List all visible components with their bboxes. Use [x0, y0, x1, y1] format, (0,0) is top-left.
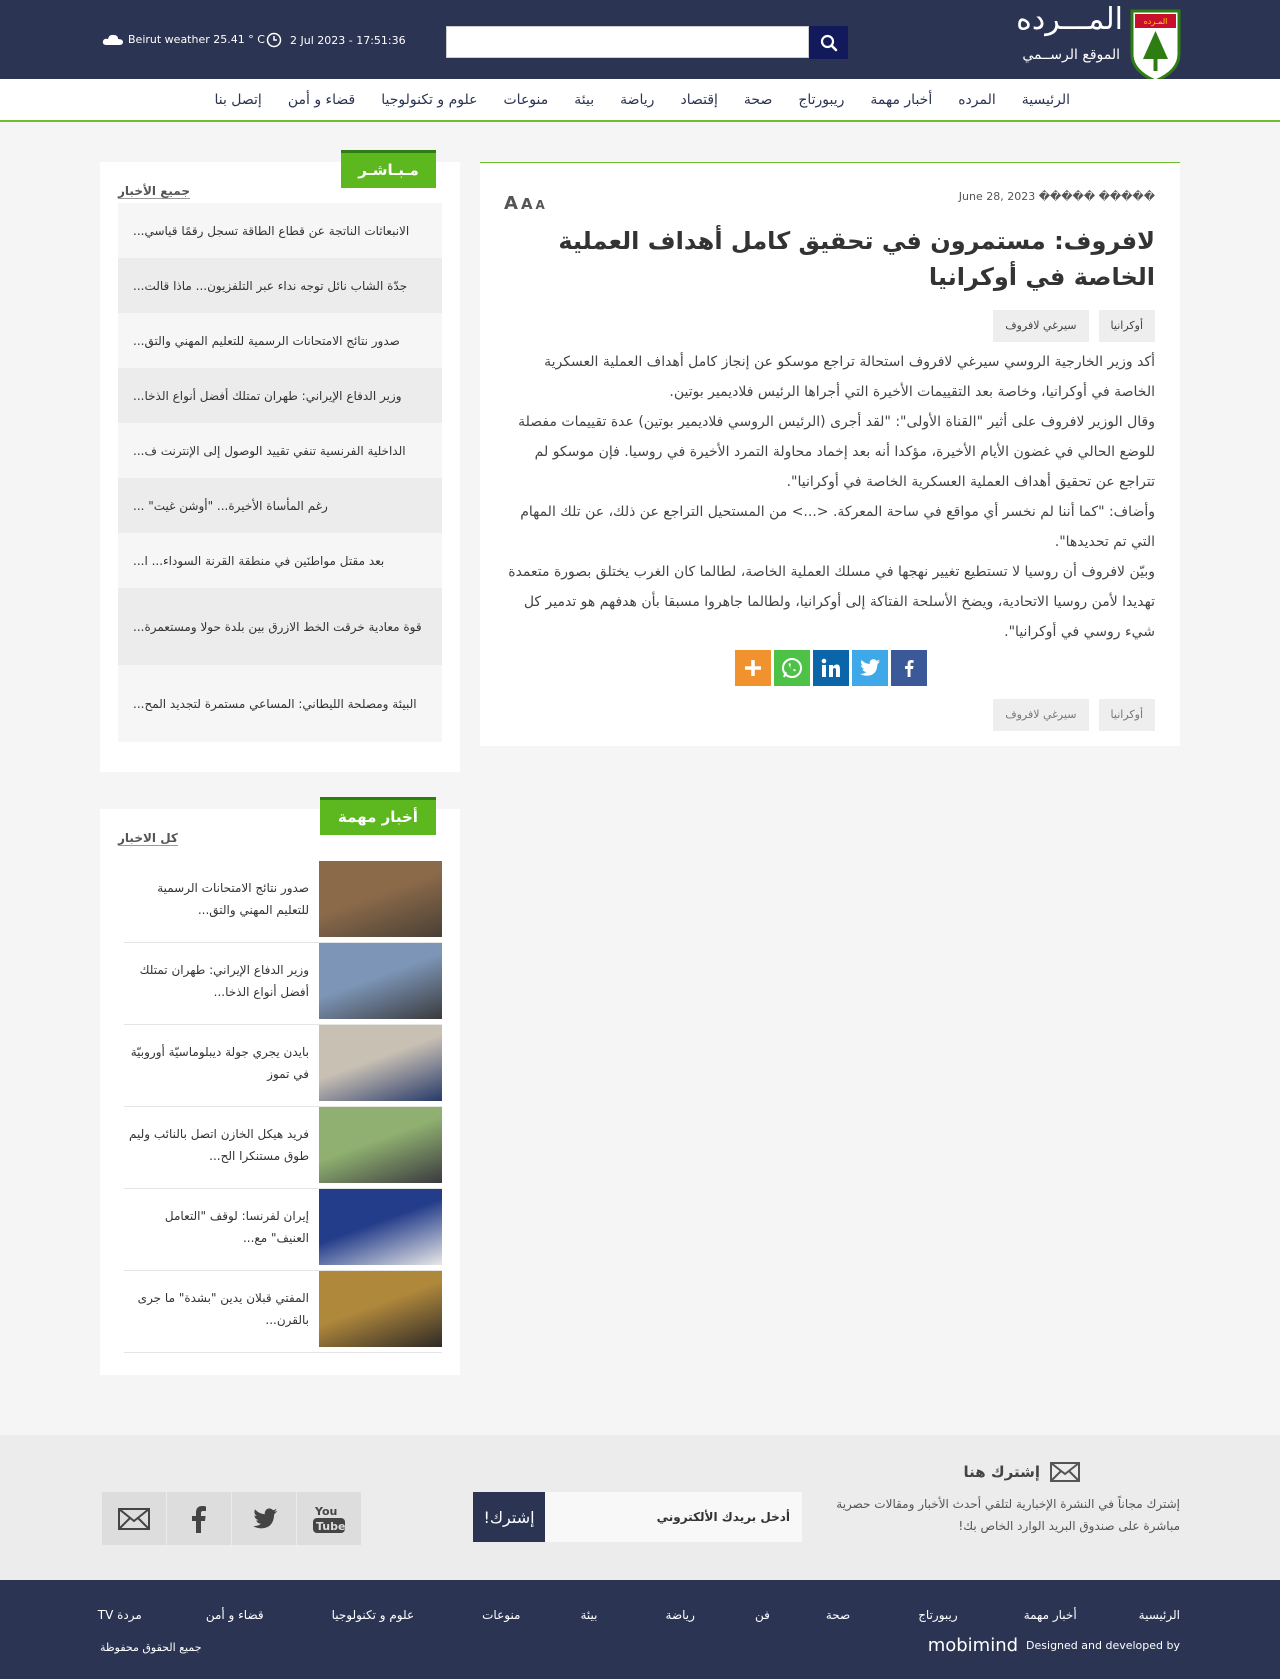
article-date: June 28, 2023 ����� ����� [958, 190, 1155, 203]
subscribe-description: إشترك مجاناً في النشرة الإخبارية لتلقي أحدث الأخبار ومقالات حصرية مباشرة على صندوق البريد الوارد الخاص بك! [836, 1497, 1180, 1533]
live-news-item[interactable]: وزير الدفاع الإيراني: طهران تمتلك أفضل أنواع الذخا... [118, 368, 442, 423]
footer-nav-item[interactable]: الرئيسية [1138, 1608, 1180, 1622]
mail-icon [118, 1508, 150, 1530]
tag-lavrov[interactable]: سيرغي لافروف [993, 310, 1088, 342]
logo-badge-text: المـرده [1143, 17, 1168, 26]
article-paragraph: وأضاف: "كما أننا لم نخسر أي مواقع في ساحة المعركة. <...> من المستحيل التراجع عن ذلك، عن تلك المهام التي تم تحديدها". [520, 504, 1155, 550]
main-nav [0, 79, 1280, 122]
mail-icon [1050, 1462, 1080, 1482]
live-news-item[interactable]: قوة معادية خرقت الخط الازرق بين بلدة حولا ومستعمرة... [118, 588, 442, 665]
important-news-title[interactable]: فريد هيكل الخازن اتصل بالنائب وليم طوق مستنكرا الح... [128, 1126, 309, 1163]
live-news-box [100, 162, 460, 772]
important-news-title[interactable]: المفتي قبلان يدين "بشدة" ما جرى بالقرن... [137, 1290, 309, 1327]
nav-item[interactable]: بيئة [574, 92, 595, 108]
important-news-item[interactable] [124, 861, 442, 943]
all-news-link[interactable]: جميع الأخبار [118, 184, 190, 198]
svg-text:Tube: Tube [316, 1519, 346, 1533]
news-thumbnail[interactable] [319, 1271, 442, 1347]
live-news-item[interactable]: جدّة الشاب نائل توجه نداء عبر التلفزيون... ماذا قالت... [118, 258, 442, 313]
weather [102, 32, 265, 46]
important-news-item[interactable] [124, 1107, 442, 1189]
youtube-link[interactable] [297, 1492, 361, 1545]
live-news-item[interactable]: الانبعاثات الناتجة عن قطاع الطاقة تسجل رقمًا قياسي... [118, 203, 442, 258]
weather-text: Beirut weather 25.41 ° C [128, 32, 265, 46]
important-label: أخبار مهمة [320, 797, 436, 835]
important-news-title[interactable]: بايدن يجري جولة ديبلوماسيّة أوروبيّة في تموز [130, 1044, 309, 1081]
article-paragraph: أكد وزير الخارجية الروسي سيرغي لافروف استحالة تراجع موسكو عن إنجاز كامل أهداف العملية العسكرية الخاصة في أوكرانيا، وخاصة بعد التقييمات الأخيرة التي أجراها الرئيس فلاديمير بوتين. [544, 354, 1155, 400]
subscribe-button[interactable]: إشترك! [473, 1492, 545, 1542]
nav-item[interactable]: منوعات [503, 92, 549, 108]
font-size-small[interactable]: A [535, 198, 545, 212]
important-news-title[interactable]: صدور نتائج الامتحانات الرسمية للتعليم المهني والتق... [157, 880, 309, 917]
important-news-title[interactable]: إيران لفرنسا: لوقف "التعامل العنيف" مع... [164, 1208, 309, 1245]
mobimind-logo[interactable]: mobimind [927, 1635, 1019, 1656]
twitter-icon [858, 656, 882, 680]
nav-item[interactable]: إقتصاد [680, 92, 718, 108]
font-size-medium[interactable]: A [520, 195, 533, 213]
live-news-item[interactable]: الداخلية الفرنسية تنفي تقييد الوصول إلى الإنترنت ف... [118, 423, 442, 478]
share-whatsapp-button[interactable] [774, 650, 810, 686]
font-size-large[interactable]: A [504, 193, 518, 214]
mail-link[interactable] [102, 1492, 166, 1545]
nav-item[interactable]: قضاء و أمن [287, 92, 356, 108]
share-linkedin-button[interactable] [813, 650, 849, 686]
footer-nav-item[interactable]: بيئة [580, 1608, 598, 1622]
social-links [102, 1492, 361, 1545]
news-thumbnail[interactable] [319, 861, 442, 937]
copyright: جميع الحقوق محفوظة [100, 1641, 202, 1654]
facebook-icon [897, 656, 921, 680]
facebook-icon [191, 1505, 207, 1533]
live-news-item[interactable]: البيئة ومصلحة الليطاني: المساعي مستمرة لتجديد المح... [118, 665, 442, 742]
plus-icon [742, 657, 764, 679]
article-body [500, 347, 1155, 647]
tag-ukraine[interactable]: أوكرانيا [1099, 310, 1155, 342]
logo-title[interactable]: المـــرده [1016, 2, 1123, 37]
footer-credit [928, 1635, 1180, 1656]
news-thumbnail[interactable] [319, 1107, 442, 1183]
nav-item[interactable]: المرده [958, 92, 996, 108]
article-paragraph: وقال الوزير لافروف على أثير "القناة الأولى": "لقد أجرى (الرئيس الروسي فلاديمير بوتين) عدة تقييمات مفصلة للوضع الحالي في غضون الأيام الأخيرة، مؤكدا أنه بعد إخماد محاولة التمرد الأخيرة في روسيا. فإن موسكو لم تتراجع عن تحقيق أهداف العملية العسكرية الخاصة في أوكرانيا". [518, 414, 1155, 490]
footer-nav-item[interactable]: صحة [825, 1608, 851, 1622]
live-news-item[interactable]: بعد مقتل مواطنَين في منطقة القرنة السوداء... ا... [118, 533, 442, 588]
share-facebook-button[interactable] [891, 650, 927, 686]
share-bar [735, 650, 927, 686]
important-news-item[interactable] [124, 1189, 442, 1271]
article-tags-bottom [993, 699, 1155, 731]
logo-shield-icon[interactable] [1130, 9, 1181, 83]
nav-item[interactable]: علوم و تكنولوجيا [381, 92, 478, 108]
footer-nav-item[interactable]: فن [754, 1608, 770, 1622]
footer-nav-item[interactable]: أخبار مهمة [1023, 1608, 1077, 1622]
datetime [266, 32, 406, 48]
important-news-item[interactable] [124, 1271, 442, 1353]
subscribe-title [964, 1462, 1080, 1482]
nav-item[interactable]: الرئيسية [1021, 92, 1070, 108]
news-thumbnail[interactable] [319, 1189, 442, 1265]
datetime-text: 2 Jul 2023 - 17:51:36 [290, 33, 406, 47]
whatsapp-icon [780, 656, 804, 680]
search-icon [820, 34, 838, 52]
footer-nav-item[interactable]: قضاء و أمن [205, 1608, 264, 1622]
tag-lavrov[interactable]: سيرغي لافروف [993, 699, 1088, 731]
logo-subtitle: الموقع الرســمي [1022, 47, 1120, 63]
facebook-link[interactable] [167, 1492, 231, 1545]
tag-ukraine[interactable]: أوكرانيا [1099, 699, 1155, 731]
linkedin-icon [819, 656, 843, 680]
share-more-button[interactable] [735, 650, 771, 686]
important-news-item[interactable] [124, 943, 442, 1025]
font-size-controls [504, 193, 545, 214]
search-input[interactable] [446, 26, 809, 58]
footer-nav-item[interactable]: رياضة [665, 1608, 695, 1622]
footer-nav [98, 1608, 1180, 1622]
nav-list [201, 79, 1083, 121]
article-card [480, 162, 1180, 746]
footer-nav-item[interactable]: منوعات [482, 1608, 521, 1622]
article-paragraph: وبيّن لافروف أن روسيا لا تستطيع تغيير نهجها في مسلك العملية الخاصة، لطالما كان الغرب يختلق بصورة متعمدة تهديدا لأمن روسيا الاتحادية، ويضخ الأسلحة الفتاكة إلى أوكرانيا، ولطالما جاهروا مسبقا بأن هدفهم هو تدمير كل شيء روسي في أوكرانيا". [508, 564, 1155, 640]
nav-item[interactable]: رياضة [620, 92, 655, 108]
live-news-item[interactable]: صدور نتائج الامتحانات الرسمية للتعليم المهني والتق... [118, 313, 442, 368]
top-header [0, 0, 1280, 79]
nav-item[interactable]: إتصل بنا [214, 92, 262, 108]
article-tags-top [993, 310, 1155, 342]
footer-nav-item[interactable]: ريبورتاج [918, 1608, 958, 1622]
important-news-list [124, 861, 442, 1353]
live-news-list [118, 203, 442, 742]
email-field[interactable]: أدخل بريدك الألكتروني [544, 1492, 802, 1542]
nav-item[interactable]: أخبار مهمة [870, 92, 933, 108]
credit-text: Designed and developed by [1026, 1639, 1180, 1652]
important-news-item[interactable] [124, 1025, 442, 1107]
clock-icon [266, 32, 282, 48]
youtube-icon [312, 1503, 346, 1535]
news-thumbnail[interactable] [319, 1025, 442, 1101]
footer-nav-item[interactable]: مردة TV [97, 1608, 142, 1622]
svg-text:You: You [315, 1504, 338, 1518]
share-twitter-button[interactable] [852, 650, 888, 686]
live-label: مـبـاشـر [341, 150, 436, 188]
twitter-link[interactable] [232, 1492, 296, 1545]
all-important-link[interactable]: كل الاخبار [118, 831, 178, 845]
important-news-title[interactable]: وزير الدفاع الإيراني: طهران تمتلك أفضل أنواع الذخا... [139, 962, 309, 999]
cloud-icon [102, 32, 124, 46]
subscribe-title-text: إشترك هنا [963, 1463, 1040, 1481]
subscribe-section [0, 1435, 1280, 1580]
live-news-item[interactable]: رغم المأساة الأخيرة... "أوشن غيت" ... [118, 478, 442, 533]
site-footer [0, 1580, 1280, 1679]
nav-item[interactable]: صحة [743, 92, 773, 108]
search-button[interactable] [809, 26, 848, 59]
nav-item[interactable]: ريبورتاج [798, 92, 845, 108]
twitter-icon [249, 1507, 279, 1531]
news-thumbnail[interactable] [319, 943, 442, 1019]
important-news-box [100, 809, 460, 1375]
article-title: لافروف: مستمرون في تحقيق كامل أهداف العملية الخاصة في أوكرانيا [558, 227, 1155, 291]
footer-nav-item[interactable]: علوم و تكنولوجيا [331, 1608, 415, 1622]
